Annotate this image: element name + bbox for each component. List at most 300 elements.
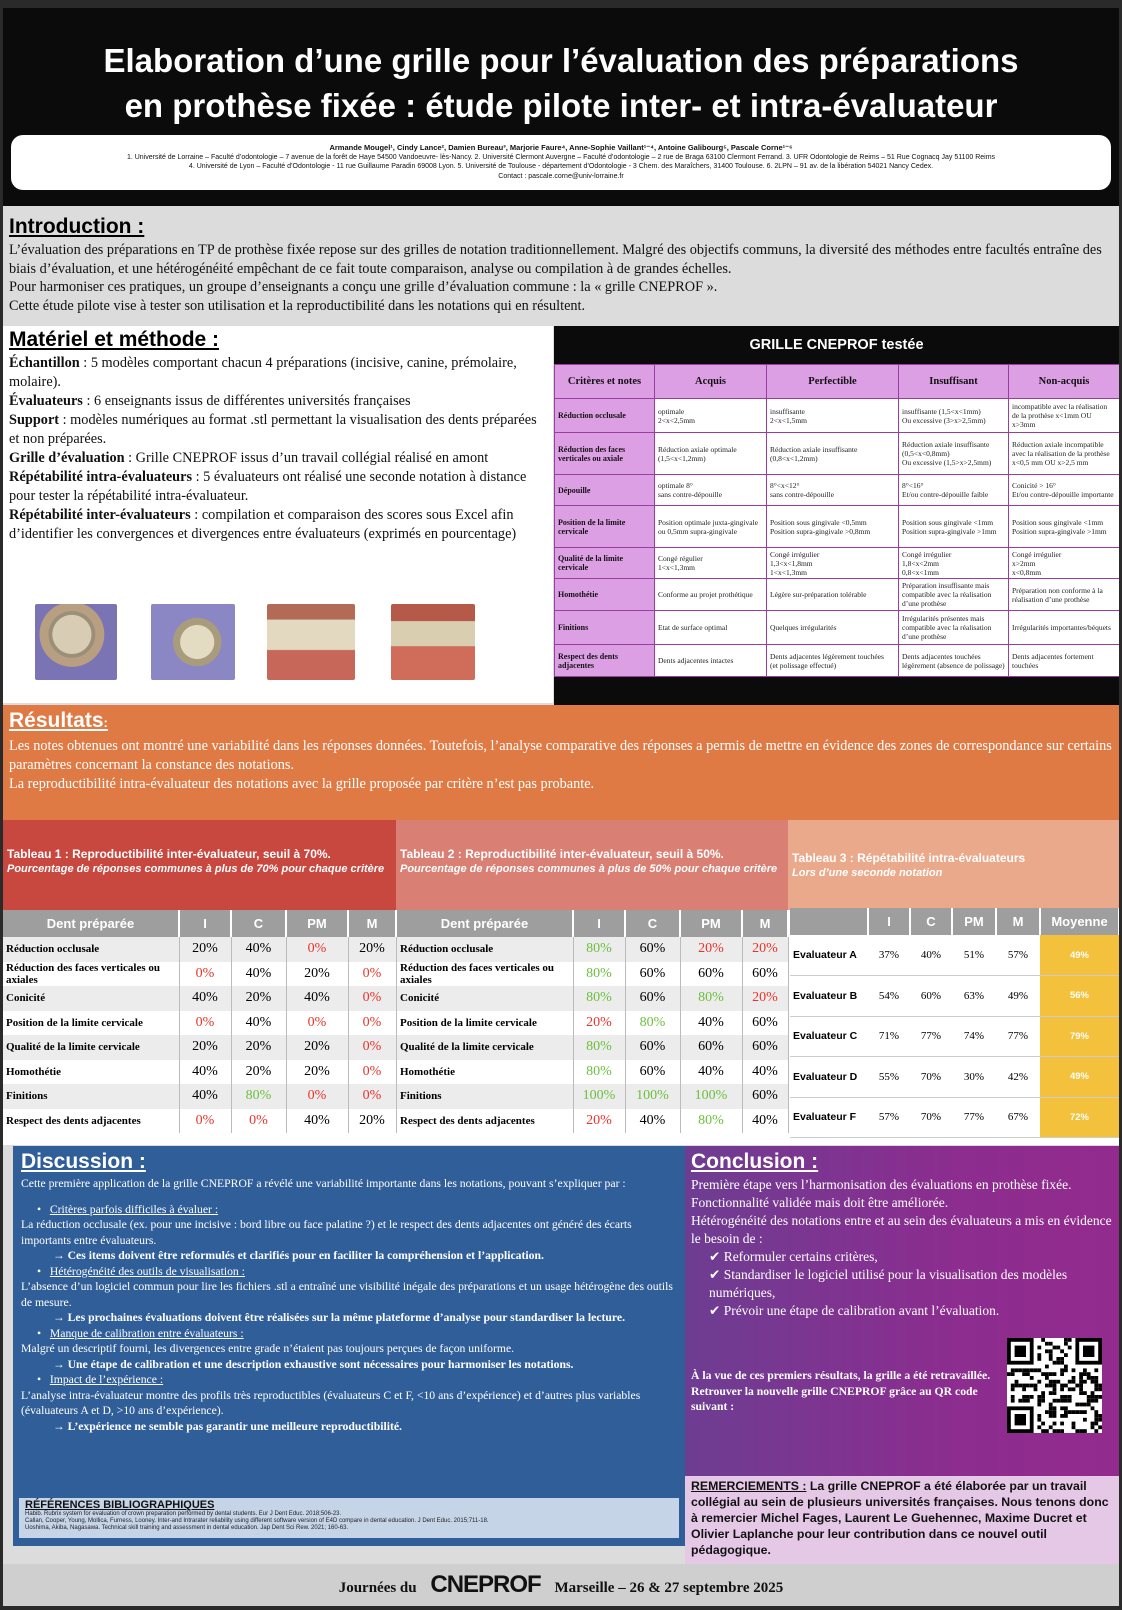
check-item-3 bbox=[691, 1302, 1113, 1320]
grille-row bbox=[555, 611, 1120, 645]
grille-cell: Irrégularités importantes/béquets bbox=[1009, 611, 1120, 645]
value-cell: 100% bbox=[680, 1084, 742, 1109]
grille-header-cell: Critères et notes bbox=[555, 365, 655, 399]
table-header-cell: PM bbox=[952, 908, 996, 935]
table-header-cell: PM bbox=[680, 910, 742, 937]
model-image-2 bbox=[151, 604, 235, 680]
row-label: Qualité de la limite cervicale bbox=[3, 1035, 179, 1060]
value-cell: 55% bbox=[868, 1057, 910, 1098]
discussion-section bbox=[13, 1146, 685, 1546]
table-row bbox=[397, 1109, 788, 1134]
table-header-cell bbox=[790, 908, 868, 935]
method-item-value: : 5 modèles comportant chacun 4 préparations (incisive, canine, prémolaire, molaire). bbox=[9, 355, 517, 390]
bullet-3-title: Manque de calibration entre évaluateurs : bbox=[49, 1326, 244, 1340]
value-cell: 51% bbox=[952, 935, 996, 976]
grille-row bbox=[555, 579, 1120, 611]
references-title: RÉFÉRENCES BIBLIOGRAPHIQUES bbox=[25, 1499, 215, 1511]
value-cell: 42% bbox=[996, 1057, 1040, 1098]
table-header-cell: I bbox=[868, 908, 910, 935]
table-row bbox=[3, 1035, 396, 1060]
bullet-2-text: L’absence d’un logiciel commun pour lire les fichiers .stl a entraîné une visibilité inégale des préparations et un usage hétérogène des outils de mesure. bbox=[21, 1280, 673, 1309]
method-item bbox=[9, 449, 547, 468]
value-cell: 0% bbox=[286, 1084, 348, 1109]
check-item-1 bbox=[691, 1248, 1113, 1266]
grille-header-cell: Insuffisant bbox=[899, 365, 1009, 399]
grille-criterion: Respect des dents adjacentes bbox=[555, 645, 655, 677]
affiliations-1: 1. Université de Lorraine – Faculté d’odontologie – 7 avenue de la forêt de Haye 54500 Vandoeuvre- lès-Nancy. 2. Université Clermont Auvergne – Faculté d’odontologie – 2 rue de Braga 63100 Clermont Ferrand. 3. UFR Odontologie de Reims – 51 Rue Cognacq Jay 51100 Reims bbox=[126, 153, 996, 161]
value-cell: 20% bbox=[231, 1060, 286, 1085]
poster bbox=[3, 8, 1119, 1606]
table-3-title: Tableau 3 : Répétabilité intra-évaluateurs bbox=[792, 851, 1026, 865]
value-cell: 40% bbox=[231, 1011, 286, 1036]
table-header-cell: C bbox=[910, 908, 952, 935]
bullet-4-title: Impact de l’expérience : bbox=[49, 1373, 164, 1386]
bullet-4-text: L’analyse intra-évaluateur montre des profils très reproductibles (évaluateurs C et F, <10 ans d’expérience) et d’autres plus variables (évaluateurs A et D, >10 ans d’expérience). bbox=[21, 1388, 641, 1417]
row-label: Evaluateur C bbox=[790, 1016, 868, 1057]
value-cell: 20% bbox=[742, 937, 788, 962]
value-cell: 60% bbox=[742, 962, 788, 987]
row-label: Position de la limite cervicale bbox=[397, 1011, 573, 1036]
table-row bbox=[790, 1016, 1119, 1057]
table-header-cell: PM bbox=[286, 910, 348, 937]
value-cell: 20% bbox=[231, 986, 286, 1011]
bullet-1-action: → Ces items doivent être reformulés et clarifiés pour en faciliter la compréhension et l’application. bbox=[53, 1249, 544, 1262]
grille-table bbox=[554, 364, 1119, 677]
table-header-row bbox=[397, 910, 788, 937]
row-label: Position de la limite cervicale bbox=[3, 1011, 179, 1036]
table-header-cell: Moyenne bbox=[1040, 908, 1119, 935]
value-cell: 0% bbox=[179, 962, 231, 987]
table-row bbox=[397, 962, 788, 987]
bullet-4: • Impact de l’expérience : bbox=[37, 1373, 164, 1386]
row-label: Homothétie bbox=[3, 1060, 179, 1085]
value-cell: 37% bbox=[868, 935, 910, 976]
method-item-key: Évaluateurs bbox=[9, 393, 83, 409]
footer-right: Marseille – 26 & 27 septembre 2025 bbox=[554, 1580, 784, 1596]
introduction-section bbox=[3, 213, 1119, 325]
value-cell: 60% bbox=[680, 1035, 742, 1060]
table-1-subtitle: Pourcentage de réponses communes à plus de 70% pour chaque critère bbox=[7, 863, 385, 875]
value-cell: 0% bbox=[348, 962, 396, 987]
table-row bbox=[3, 1060, 396, 1085]
results-title: Résultats bbox=[9, 709, 104, 732]
grille-cell: Congé irrégulier 1,3<x<1,8mm 1<x<1,3mm bbox=[767, 548, 899, 579]
table-row bbox=[3, 986, 396, 1011]
value-cell: 60% bbox=[625, 986, 680, 1011]
table-header-cell: I bbox=[179, 910, 231, 937]
authors: Armande Mougel¹, Cindy Lance², Damien Bureau³, Marjorie Faure⁴, Anne-Sophie Vaillant¹⁻⁴, Antoine Galibourg⁵, Pascale Corne¹⁻⁶ bbox=[329, 143, 793, 152]
value-cell: 100% bbox=[625, 1084, 680, 1109]
table-3-caption bbox=[788, 820, 1119, 910]
acknowledgements bbox=[685, 1476, 1119, 1564]
grille-cell: incompatible avec la réalisation de la prothèse x<1mm OU x>3mm bbox=[1009, 399, 1120, 433]
table-row bbox=[397, 1011, 788, 1036]
value-cell: 40% bbox=[680, 1011, 742, 1036]
qr-caption: À la vue de ces premiers résultats, la grille a été retravaillée. Retrouver la nouvelle grille CNEPROF grâce au QR code suivant : bbox=[691, 1369, 991, 1413]
value-cell: 100% bbox=[573, 1084, 625, 1109]
value-cell: 20% bbox=[573, 1109, 625, 1134]
value-cell: 60% bbox=[680, 962, 742, 987]
method-item-value: : 6 enseignants issus de différentes universités françaises bbox=[82, 393, 411, 409]
table-header-cell: C bbox=[625, 910, 680, 937]
check-icon: ✔ bbox=[709, 1249, 721, 1264]
grille-cell: Position sous gingivale <1mm Position supra-gingivale >1mm bbox=[899, 506, 1009, 548]
value-cell: 40% bbox=[179, 1084, 231, 1109]
grille-cell: optimale 2<x<2,5mm bbox=[655, 399, 767, 433]
results-paragraph-2: La reproductibilité intra-évaluateur des notations avec la grille proposée par critère n’est pas probante. bbox=[9, 776, 595, 792]
conclusion-section bbox=[685, 1146, 1119, 1476]
model-image-4 bbox=[391, 604, 475, 680]
row-label: Réduction occlusale bbox=[397, 937, 573, 962]
value-cell: 80% bbox=[573, 937, 625, 962]
method-item bbox=[9, 392, 547, 411]
table-row bbox=[3, 962, 396, 987]
value-cell: 77% bbox=[952, 1097, 996, 1138]
value-cell: 80% bbox=[573, 986, 625, 1011]
grille-header-cell: Perfectible bbox=[767, 365, 899, 399]
grille-title: GRILLE CNEPROF testée bbox=[749, 337, 924, 353]
table-row bbox=[3, 1084, 396, 1109]
footer-left: Journées du bbox=[338, 1580, 417, 1596]
method-item-key: Répétabilité inter-évaluateurs bbox=[9, 507, 191, 523]
grille-cell: Réduction axiale insuffisante (0,8<x<1,2mm) bbox=[767, 433, 899, 475]
value-cell: 0% bbox=[348, 1011, 396, 1036]
table-row bbox=[397, 1084, 788, 1109]
intro-paragraph-2: Pour harmoniser ces pratiques, un groupe d’enseignants a conçu une grille d’évaluation commune : la « grille CNEPROF ». bbox=[9, 279, 718, 295]
table-row bbox=[3, 1011, 396, 1036]
bullet-2-action: → Les prochaines évaluations doivent être réalisées sur la même plateforme d’analyse pour standardiser la lecture. bbox=[53, 1311, 625, 1324]
table-3 bbox=[790, 908, 1119, 1138]
conclusion-p3: Hétérogénéité des notations entre et au sein des évaluateurs a mis en évidence le besoin de : bbox=[691, 1213, 1112, 1246]
cneprof-logo: CNEPROF bbox=[430, 1571, 541, 1598]
grille-cell: Dents adjacentes légèrement touchées (et polissage effectué) bbox=[767, 645, 899, 677]
check-item-2 bbox=[691, 1266, 1113, 1302]
table-header-cell: M bbox=[996, 908, 1040, 935]
table-row bbox=[397, 1060, 788, 1085]
poster-title bbox=[3, 38, 1119, 128]
value-cell: 0% bbox=[286, 1011, 348, 1036]
value-cell: 60% bbox=[742, 1035, 788, 1060]
bullet-1: • Critères parfois difficiles à évaluer : bbox=[37, 1202, 219, 1216]
grille-row bbox=[555, 399, 1120, 433]
model-image-1 bbox=[35, 604, 117, 680]
check-icon: ✔ bbox=[709, 1303, 721, 1318]
value-cell: 80% bbox=[680, 986, 742, 1011]
conclusion-p2: Fonctionnalité validée mais doit être améliorée. bbox=[691, 1195, 949, 1210]
grille-cell: Conicité > 16° Et/ou contre-dépouille importante bbox=[1009, 475, 1120, 506]
grille-criterion: Homothétie bbox=[555, 579, 655, 611]
check-item-3-text: Prévoir une étape de calibration avant l’évaluation. bbox=[723, 1303, 1000, 1318]
table-header-row bbox=[3, 910, 396, 937]
row-label: Homothétie bbox=[397, 1060, 573, 1085]
bullet-3-text: Malgré un descriptif fourni, les divergences entre grade n’étaient pas toujours perçues de façon uniforme. bbox=[21, 1342, 515, 1355]
value-cell: 20% bbox=[742, 986, 788, 1011]
bullet-3: • Manque de calibration entre évaluateurs : bbox=[37, 1326, 244, 1340]
average-cell: 49% bbox=[1040, 935, 1119, 976]
value-cell: 77% bbox=[910, 1016, 952, 1057]
row-label: Evaluateur B bbox=[790, 976, 868, 1017]
bullet-1-title: Critères parfois difficiles à évaluer : bbox=[49, 1202, 219, 1216]
value-cell: 40% bbox=[179, 986, 231, 1011]
value-cell: 30% bbox=[952, 1057, 996, 1098]
results-paragraph-1: Les notes obtenues ont montré une variabilité dans les réponses données. Toutefois, l’analyse comparative des réponses a permis de mettre en évidence des zones de correspondance sur certains paramètres concernant la constance des notations. bbox=[9, 738, 1112, 773]
grille-criterion: Réduction des faces verticales ou axiale bbox=[555, 433, 655, 475]
method-item-key: Grille d’évaluation bbox=[9, 450, 125, 466]
conclusion-heading: Conclusion : bbox=[691, 1150, 819, 1173]
table-2-caption bbox=[396, 820, 788, 910]
table-header-cell: C bbox=[231, 910, 286, 937]
value-cell: 80% bbox=[573, 1060, 625, 1085]
qr-code-icon[interactable] bbox=[1007, 1338, 1102, 1433]
method-item-value: : 5 évaluateurs ont réalisé une seconde notation à distance pour tester la répétabilité intra-évaluateur. bbox=[9, 469, 527, 504]
value-cell: 20% bbox=[573, 1011, 625, 1036]
table-row bbox=[790, 1097, 1119, 1138]
reference-1: Habib. Rubrix system for evaluation of crown preparation performed by dental students. Eur J Dent Educ. 2018;506-23. bbox=[25, 1511, 342, 1517]
average-cell: 79% bbox=[1040, 1016, 1119, 1057]
grille-cell: Dents adjacentes intactes bbox=[655, 645, 767, 677]
method-item-key: Support bbox=[9, 412, 60, 428]
ack-text: La grille CNEPROF a été élaborée par un travail collégial au sein de plusieurs universités françaises. Nous tenons donc à remercier Michel Fages, Laurent Le Guehennec, Maxime Ducret et Olivier Laplanche pour leur contribution dans ce nouvel outil pédagogique. bbox=[691, 1479, 1109, 1557]
value-cell: 40% bbox=[179, 1060, 231, 1085]
grille-cell: Légère sur-préparation tolérable bbox=[767, 579, 899, 611]
grille-cell: Quelques irrégularités bbox=[767, 611, 899, 645]
value-cell: 40% bbox=[286, 986, 348, 1011]
bullet-4-action: → L’expérience ne semble pas garantir une meilleure reproductibilité. bbox=[53, 1419, 402, 1433]
value-cell: 0% bbox=[348, 986, 396, 1011]
table-1 bbox=[3, 910, 397, 1133]
value-cell: 40% bbox=[231, 937, 286, 962]
value-cell: 63% bbox=[952, 976, 996, 1017]
check-item-2-text: Standardiser le logiciel utilisé pour la visualisation des modèles numériques, bbox=[709, 1267, 1068, 1300]
value-cell: 67% bbox=[996, 1097, 1040, 1138]
row-label: Réduction des faces verticales ou axiales bbox=[3, 962, 179, 987]
row-label: Conicité bbox=[3, 986, 179, 1011]
results-colon: : bbox=[103, 715, 108, 730]
table-row bbox=[3, 1109, 396, 1134]
grille-cell: Congé régulier 1<x<1,3mm bbox=[655, 548, 767, 579]
table-header-cell: M bbox=[742, 910, 788, 937]
value-cell: 0% bbox=[286, 937, 348, 962]
value-cell: 60% bbox=[742, 1011, 788, 1036]
grille-header-cell: Acquis bbox=[655, 365, 767, 399]
bullet-1-text: La réduction occlusale (ex. pour une incisive : bord libre ou face palatine ?) et le respect des dents adjacentes ont généré des écarts importants entre évaluateurs. bbox=[21, 1218, 632, 1247]
grille-row bbox=[555, 433, 1120, 475]
row-label: Respect des dents adjacentes bbox=[3, 1109, 179, 1134]
contact: Contact : pascale.corne@univ-lorraine.fr bbox=[498, 172, 624, 180]
table-2 bbox=[397, 910, 789, 1133]
grille-cell: Congé irrégulier 1,8<x<2mm 0,8<x<1mm bbox=[899, 548, 1009, 579]
reference-3: Uoshima, Akiba, Nagasawa. Technical skill training and assessment in dental education. Jap Dent Sci Rew. 2021; 160-63. bbox=[25, 1525, 349, 1531]
value-cell: 0% bbox=[179, 1011, 231, 1036]
value-cell: 40% bbox=[680, 1060, 742, 1085]
value-cell: 20% bbox=[179, 937, 231, 962]
value-cell: 20% bbox=[231, 1035, 286, 1060]
grille-criterion: Réduction occlusale bbox=[555, 399, 655, 433]
table-row bbox=[397, 1035, 788, 1060]
grille-criterion: Position de la limite cervicale bbox=[555, 506, 655, 548]
value-cell: 70% bbox=[910, 1057, 952, 1098]
methods-list bbox=[9, 354, 547, 544]
grille-cell: Etat de surface optimal bbox=[655, 611, 767, 645]
value-cell: 80% bbox=[625, 1011, 680, 1036]
grille-criterion: Dépouille bbox=[555, 475, 655, 506]
value-cell: 80% bbox=[573, 962, 625, 987]
value-cell: 77% bbox=[996, 1016, 1040, 1057]
value-cell: 80% bbox=[573, 1035, 625, 1060]
grille-row bbox=[555, 506, 1120, 548]
grille-cell: Réduction axiale insuffisante (0,5<x<0,8mm) Ou excessive (1,5>x>2,5mm) bbox=[899, 433, 1009, 475]
table-2-subtitle: Pourcentage de réponses communes à plus de 50% pour chaque critère bbox=[400, 863, 778, 875]
reference-2: Callan, Cooper, Young, Mollica, Furness, Looney. Inter-and Intrarater reliability using different software version of E4D compare in dental education. J Dent Educ. 2015;711-18. bbox=[25, 1518, 489, 1524]
grille-cell: Congé irrégulier x>2mm x<0,8mm bbox=[1009, 548, 1120, 579]
method-item-value: : Grille CNEPROF issus d’un travail collégial réalisé en amont bbox=[124, 450, 489, 466]
row-label: Evaluateur F bbox=[790, 1097, 868, 1138]
value-cell: 60% bbox=[742, 1084, 788, 1109]
value-cell: 20% bbox=[286, 962, 348, 987]
bullet-3-action: → Une étape de calibration et une description exhaustive sont nécessaires pour harmoniser les notations. bbox=[53, 1357, 574, 1371]
affiliations-2: 4. Université de Lyon – Faculté d’Odontologie - 11 rue Guillaume Paradin 69008 Lyon. 5. Université de Toulouse - département d’Odontologie - 3 Chem. des Maraîchers, 31400 Toulouse. 6. 2LPN – 91 av. de la libération 54021 Nancy Cedex. bbox=[188, 163, 934, 170]
row-label: Evaluateur D bbox=[790, 1057, 868, 1098]
discussion-intro: Cette première application de la grille CNEPROF a révélé une variabilité importante dans les notations, pouvant s’expliquer par : bbox=[21, 1177, 626, 1190]
value-cell: 70% bbox=[910, 1097, 952, 1138]
average-cell: 72% bbox=[1040, 1097, 1119, 1138]
grille-criterion: Qualité de la limite cervicale bbox=[555, 548, 655, 579]
results-tables bbox=[3, 820, 1119, 1145]
grille-criterion: Finitions bbox=[555, 611, 655, 645]
row-label: Finitions bbox=[397, 1084, 573, 1109]
row-label: Respect des dents adjacentes bbox=[397, 1109, 573, 1134]
row-label: Réduction des faces verticales ou axiales bbox=[397, 962, 573, 987]
table-2-title: Tableau 2 : Reproductibilité inter-évaluateur, seuil à 50%. bbox=[400, 847, 724, 861]
title-line-2: en prothèse fixée : étude pilote inter- et intra-évaluateur bbox=[124, 87, 998, 124]
value-cell: 60% bbox=[910, 976, 952, 1017]
value-cell: 71% bbox=[868, 1016, 910, 1057]
value-cell: 80% bbox=[231, 1084, 286, 1109]
method-item bbox=[9, 468, 547, 506]
value-cell: 74% bbox=[952, 1016, 996, 1057]
grille-cell: Irrégularités présentes mais compatible avec la réalisation d’une prothèse bbox=[899, 611, 1009, 645]
value-cell: 20% bbox=[179, 1035, 231, 1060]
grille-cell: Préparation non conforme à la réalisation d’une prothèse bbox=[1009, 579, 1120, 611]
introduction-heading: Introduction : bbox=[9, 215, 145, 238]
value-cell: 20% bbox=[348, 937, 396, 962]
grille-cell: Réduction axiale incompatible avec la réalisation de la prothèse x<0,5 mm OU x>2,5 mm bbox=[1009, 433, 1120, 475]
value-cell: 80% bbox=[680, 1109, 742, 1134]
table-row bbox=[397, 986, 788, 1011]
grille-cneprof bbox=[554, 326, 1119, 712]
method-item-value: : modèles numériques au format .stl permettant la visualisation des dents préparées et non préparées. bbox=[9, 412, 537, 447]
table-header-cell: Dent préparée bbox=[397, 910, 573, 937]
average-cell: 56% bbox=[1040, 976, 1119, 1017]
table-1-caption bbox=[3, 820, 396, 910]
references bbox=[19, 1498, 679, 1538]
value-cell: 49% bbox=[996, 976, 1040, 1017]
row-label: Qualité de la limite cervicale bbox=[397, 1035, 573, 1060]
intro-paragraph-3: Cette étude pilote vise à tester son utilisation et la reproductibilité dans les notations qui en résultent. bbox=[9, 297, 586, 314]
table-row bbox=[790, 935, 1119, 976]
average-cell: 49% bbox=[1040, 1057, 1119, 1098]
row-label: Réduction occlusale bbox=[3, 937, 179, 962]
header bbox=[3, 8, 1119, 206]
value-cell: 0% bbox=[179, 1109, 231, 1134]
table-3-subtitle: Lors d’une seconde notation bbox=[792, 867, 943, 879]
check-item-1-text: Reformuler certains critères, bbox=[723, 1249, 878, 1264]
results-heading bbox=[9, 707, 1113, 737]
ack-label: REMERCIEMENTS : bbox=[691, 1479, 807, 1493]
footer bbox=[3, 1564, 1119, 1606]
value-cell: 40% bbox=[625, 1109, 680, 1134]
check-icon: ✔ bbox=[709, 1267, 721, 1282]
value-cell: 60% bbox=[625, 937, 680, 962]
value-cell: 60% bbox=[625, 1035, 680, 1060]
grille-cell: Dents adjacentes fortement touchées bbox=[1009, 645, 1120, 677]
value-cell: 60% bbox=[625, 962, 680, 987]
grille-cell: insuffisante 2<x<1,5mm bbox=[767, 399, 899, 433]
bullet-2-title: Hétérogénéité des outils de visualisation : bbox=[49, 1264, 245, 1278]
grille-row bbox=[555, 645, 1120, 677]
method-item bbox=[9, 354, 547, 392]
grille-cell: Dents adjacentes touchées légèrement (absence de polissage) bbox=[899, 645, 1009, 677]
authors-box bbox=[11, 135, 1111, 190]
grille-cell: Position optimale juxta-gingivale ou 0,5mm supra-gingivale bbox=[655, 506, 767, 548]
row-label: Finitions bbox=[3, 1084, 179, 1109]
value-cell: 40% bbox=[286, 1109, 348, 1134]
grille-cell: optimale 8° sans contre-dépouille bbox=[655, 475, 767, 506]
conclusion-p1: Première étape vers l’harmonisation des évaluations en prothèse fixée. bbox=[691, 1177, 1072, 1192]
value-cell: 0% bbox=[348, 1084, 396, 1109]
table-row bbox=[790, 976, 1119, 1017]
discussion-heading: Discussion : bbox=[21, 1150, 146, 1173]
value-cell: 40% bbox=[742, 1060, 788, 1085]
grille-cell: Position sous gingivale <1mm Position supra-gingivale >1mm bbox=[1009, 506, 1120, 548]
value-cell: 40% bbox=[910, 935, 952, 976]
grille-cell: 8°<16° Et/ou contre-dépouille faible bbox=[899, 475, 1009, 506]
method-item-value: : compilation et comparaison des scores sous Excel afin d’identifier les convergences et divergences entre évaluateurs (exprimés en pourcentage) bbox=[9, 507, 517, 542]
grille-cell: 8°<x<12° sans contre-dépouille bbox=[767, 475, 899, 506]
table-row bbox=[3, 937, 396, 962]
methods-section bbox=[3, 326, 553, 703]
grille-cell: insuffisante (1,5<x<1mm) Ou excessive (3>x>2,5mm) bbox=[899, 399, 1009, 433]
table-1-title: Tableau 1 : Reproductibilité inter-évaluateur, seuil à 70%. bbox=[7, 847, 331, 861]
table-header-cell: M bbox=[348, 910, 396, 937]
method-item bbox=[9, 506, 547, 544]
grille-header-cell: Non-acquis bbox=[1009, 365, 1120, 399]
value-cell: 54% bbox=[868, 976, 910, 1017]
grille-cell: Préparation insuffisante mais compatible avec la réalisation d’une prothèse bbox=[899, 579, 1009, 611]
grille-cell: Position sous gingivale <0,5mm Position supra-gingivale >0,8mm bbox=[767, 506, 899, 548]
grille-cell: Conforme au projet prothétique bbox=[655, 579, 767, 611]
method-item-key: Répétabilité intra-évaluateurs bbox=[9, 469, 193, 485]
value-cell: 40% bbox=[742, 1109, 788, 1134]
grille-row bbox=[555, 548, 1120, 579]
grille-cell: Réduction axiale optimale (1,5<x<1,2mm) bbox=[655, 433, 767, 475]
value-cell: 20% bbox=[348, 1109, 396, 1134]
value-cell: 0% bbox=[348, 1035, 396, 1060]
bullet-2: • Hétérogénéité des outils de visualisation : bbox=[37, 1264, 245, 1278]
method-item bbox=[9, 411, 547, 449]
results-section bbox=[3, 705, 1119, 820]
row-label: Conicité bbox=[397, 986, 573, 1011]
method-item-key: Échantillon bbox=[9, 355, 80, 371]
methods-heading: Matériel et méthode : bbox=[9, 328, 220, 351]
table-header-cell: Dent préparée bbox=[3, 910, 179, 937]
value-cell: 40% bbox=[231, 962, 286, 987]
table-row bbox=[790, 1057, 1119, 1098]
value-cell: 0% bbox=[231, 1109, 286, 1134]
value-cell: 57% bbox=[868, 1097, 910, 1138]
intro-paragraph-1: L’évaluation des préparations en TP de prothèse fixée repose sur des grilles de notation traditionnellement. Malgré des objectifs communs, la diversité des méthodes entre facultés entraîne des biais d’évaluation, et une hétérogénéité empêchant de ce fait toute comparaison, analyse ou compilation à de grandes échelles. bbox=[9, 242, 1102, 277]
grille-row bbox=[555, 475, 1120, 506]
